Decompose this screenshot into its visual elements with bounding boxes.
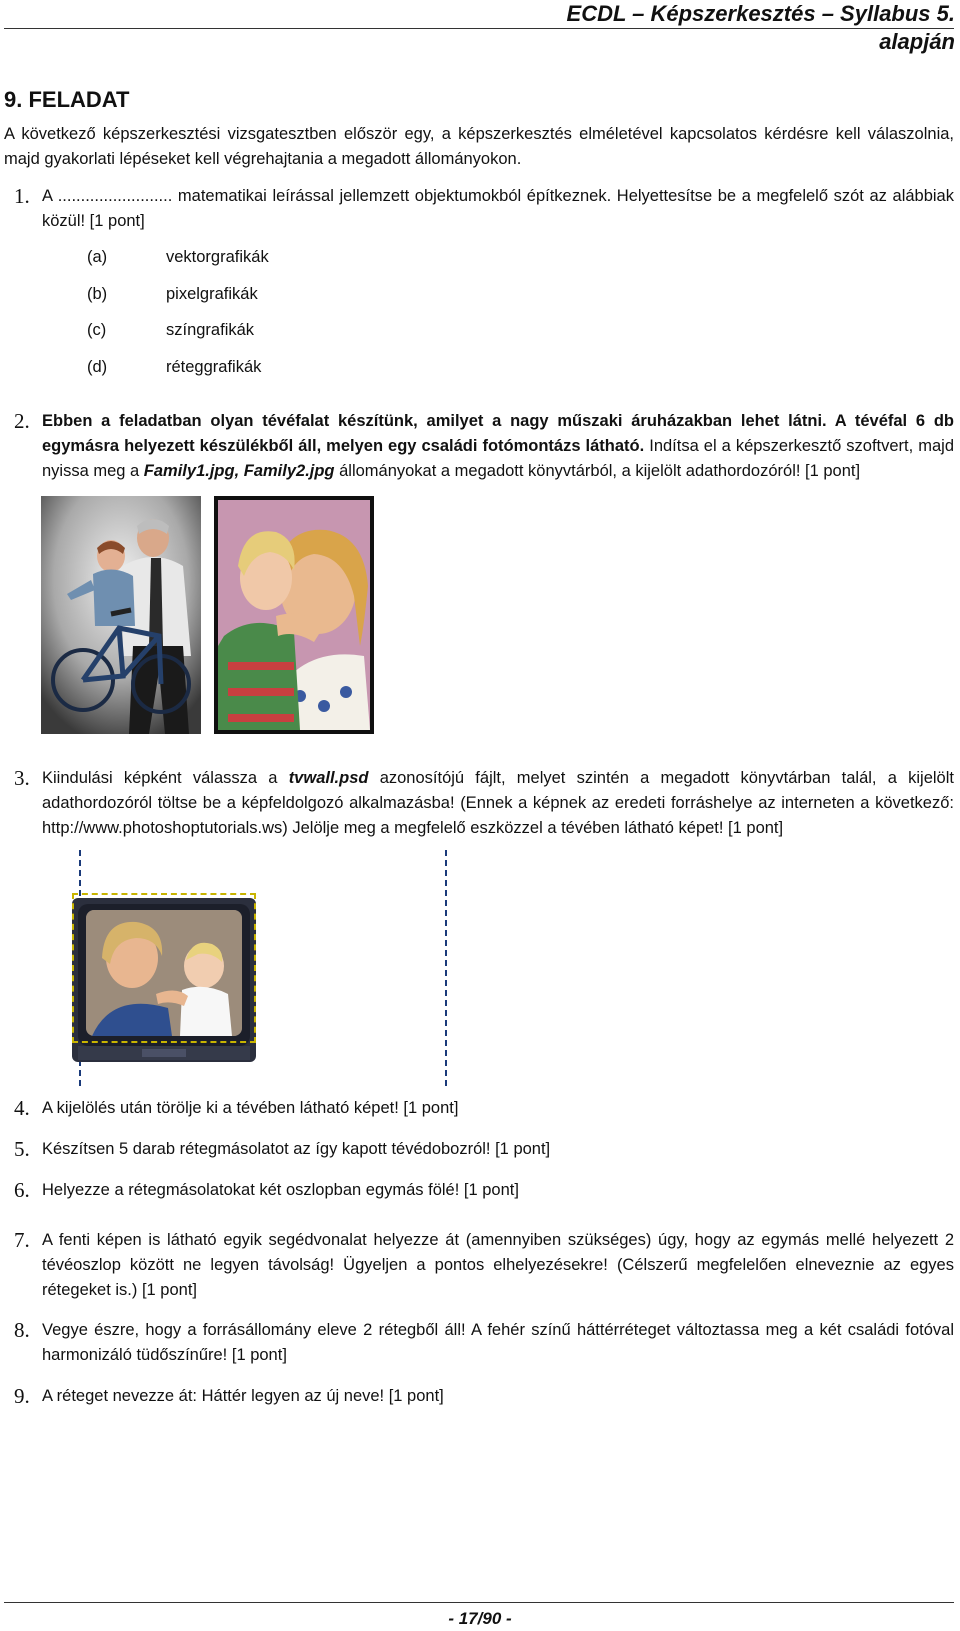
family2-photo: [214, 496, 374, 734]
task-intro: A következő képszerkesztési vizsgatesztben először egy, a képszerkesztés elméletével kapcsolatos kérdésre kell válaszolnia, majd gyakorlati lépéseket kell végrehajtania a megadott állományokon.: [4, 125, 954, 168]
question-number: 9.: [14, 1384, 30, 1408]
file-name: tvwall.psd: [288, 769, 369, 787]
question-text: [42, 766, 954, 841]
question-5: [0, 1137, 960, 1166]
question-number: 6.: [14, 1178, 30, 1202]
option-c-text: színgrafikák: [166, 321, 255, 339]
question-text: A kijelölés után törölje ki a tévében látható képet! [1 pont]: [42, 1099, 459, 1117]
header-rule: [4, 28, 954, 29]
question-4: [0, 1096, 960, 1125]
question-text-part: Indítsa el a képszerkesztő szoftvert, majd nyissa meg a: [42, 437, 954, 480]
option-c-label: (c): [87, 321, 107, 339]
file-names: Family1.jpg, Family2.jpg: [143, 462, 335, 480]
question-text: A ......................... matematikai leírással jellemzett objektumokból építkeznek. Helyettesítse be a megfelelő szót az alábbiak közül! [1 pont]: [42, 187, 954, 230]
option-d-label: (d): [87, 358, 108, 376]
question-number: 1.: [14, 184, 30, 208]
question-number: 7.: [14, 1228, 30, 1252]
question-number: 5.: [14, 1137, 30, 1161]
question-text: A fenti képen is látható egyik segédvonalat helyezze át (amennyiben szükséges) úgy, hogy az egymás mellé helyezett 2 tévéoszlop között ne legyen távolság! Ügyeljen a pontos elhelyezésekre! (Célszerű megfelelően elneveznie az egyes rétegeket is.) [1 pont]: [42, 1231, 954, 1299]
question-text: Vegye észre, hogy a forrásállomány eleve 2 rétegből áll! A fehér színű háttérréteget változtassa meg a két családi fotóval harmonizáló tüdőszínűre! [1 pont]: [42, 1321, 954, 1364]
question-text-part: azonosítójú fájlt, melyet szintén a megadott könyvtárban talál, a kijelölt adathordozóról töltse be a képfeldolgozó alkalmazásba! (Ennek a képnek az eredeti forráshelye az interneten a következő: http://www.photoshoptutorials.ws) Jelölje meg a megfelelő eszközzel a tévében látható képet! [1 pont]: [42, 769, 954, 837]
page-number: - 17/90 -: [448, 1609, 512, 1628]
selection-marquee: [72, 893, 256, 1043]
question-emphasis: Ebben a feladatban olyan tévéfalat készítünk, amilyet a nagy műszaki áruházakban lehet látni. A tévéfal 6 db egymásra helyezett készülékből áll, melyen egy családi fotómontázs látható.: [42, 412, 954, 455]
question-1: [0, 184, 960, 384]
question-text-part: Kiindulási képként válassza a: [42, 769, 289, 787]
option-d-text: réteggrafikák: [166, 358, 262, 376]
question-number: 2.: [14, 409, 30, 433]
running-header: ECDL – Képszerkesztés – Syllabus 5. alapján: [566, 1, 955, 54]
question-2: [0, 409, 960, 489]
question-text: Készítsen 5 darab rétegmásolatot az így kapott tévédobozról! [1 pont]: [42, 1140, 551, 1158]
footer-rule: [4, 1602, 954, 1603]
guide-line-right: [445, 850, 447, 1086]
question-text: A réteget nevezze át: Háttér legyen az új neve! [1 pont]: [42, 1387, 444, 1405]
option-a-text: vektorgrafikák: [166, 248, 269, 266]
task-title: 9. FELADAT: [4, 87, 130, 112]
question-number: 3.: [14, 766, 30, 790]
question-number: 4.: [14, 1096, 30, 1120]
question-text: [42, 409, 954, 484]
option-b-label: (b): [87, 285, 108, 303]
option-a-label: (a): [87, 248, 108, 266]
question-6: [0, 1178, 960, 1207]
question-text: Helyezze a rétegmásolatokat két oszlopban egymás fölé! [1 pont]: [42, 1181, 519, 1199]
question-9: [0, 1384, 960, 1413]
family1-photo: [41, 496, 201, 734]
question-3: [0, 766, 960, 846]
option-b-text: pixelgrafikák: [166, 285, 258, 303]
question-8: [0, 1318, 960, 1373]
question-number: 8.: [14, 1318, 30, 1342]
question-text-part: állományokat a megadott könyvtárból, a kijelölt adathordozóról! [1 pont]: [334, 462, 861, 480]
question-7: [0, 1228, 960, 1308]
